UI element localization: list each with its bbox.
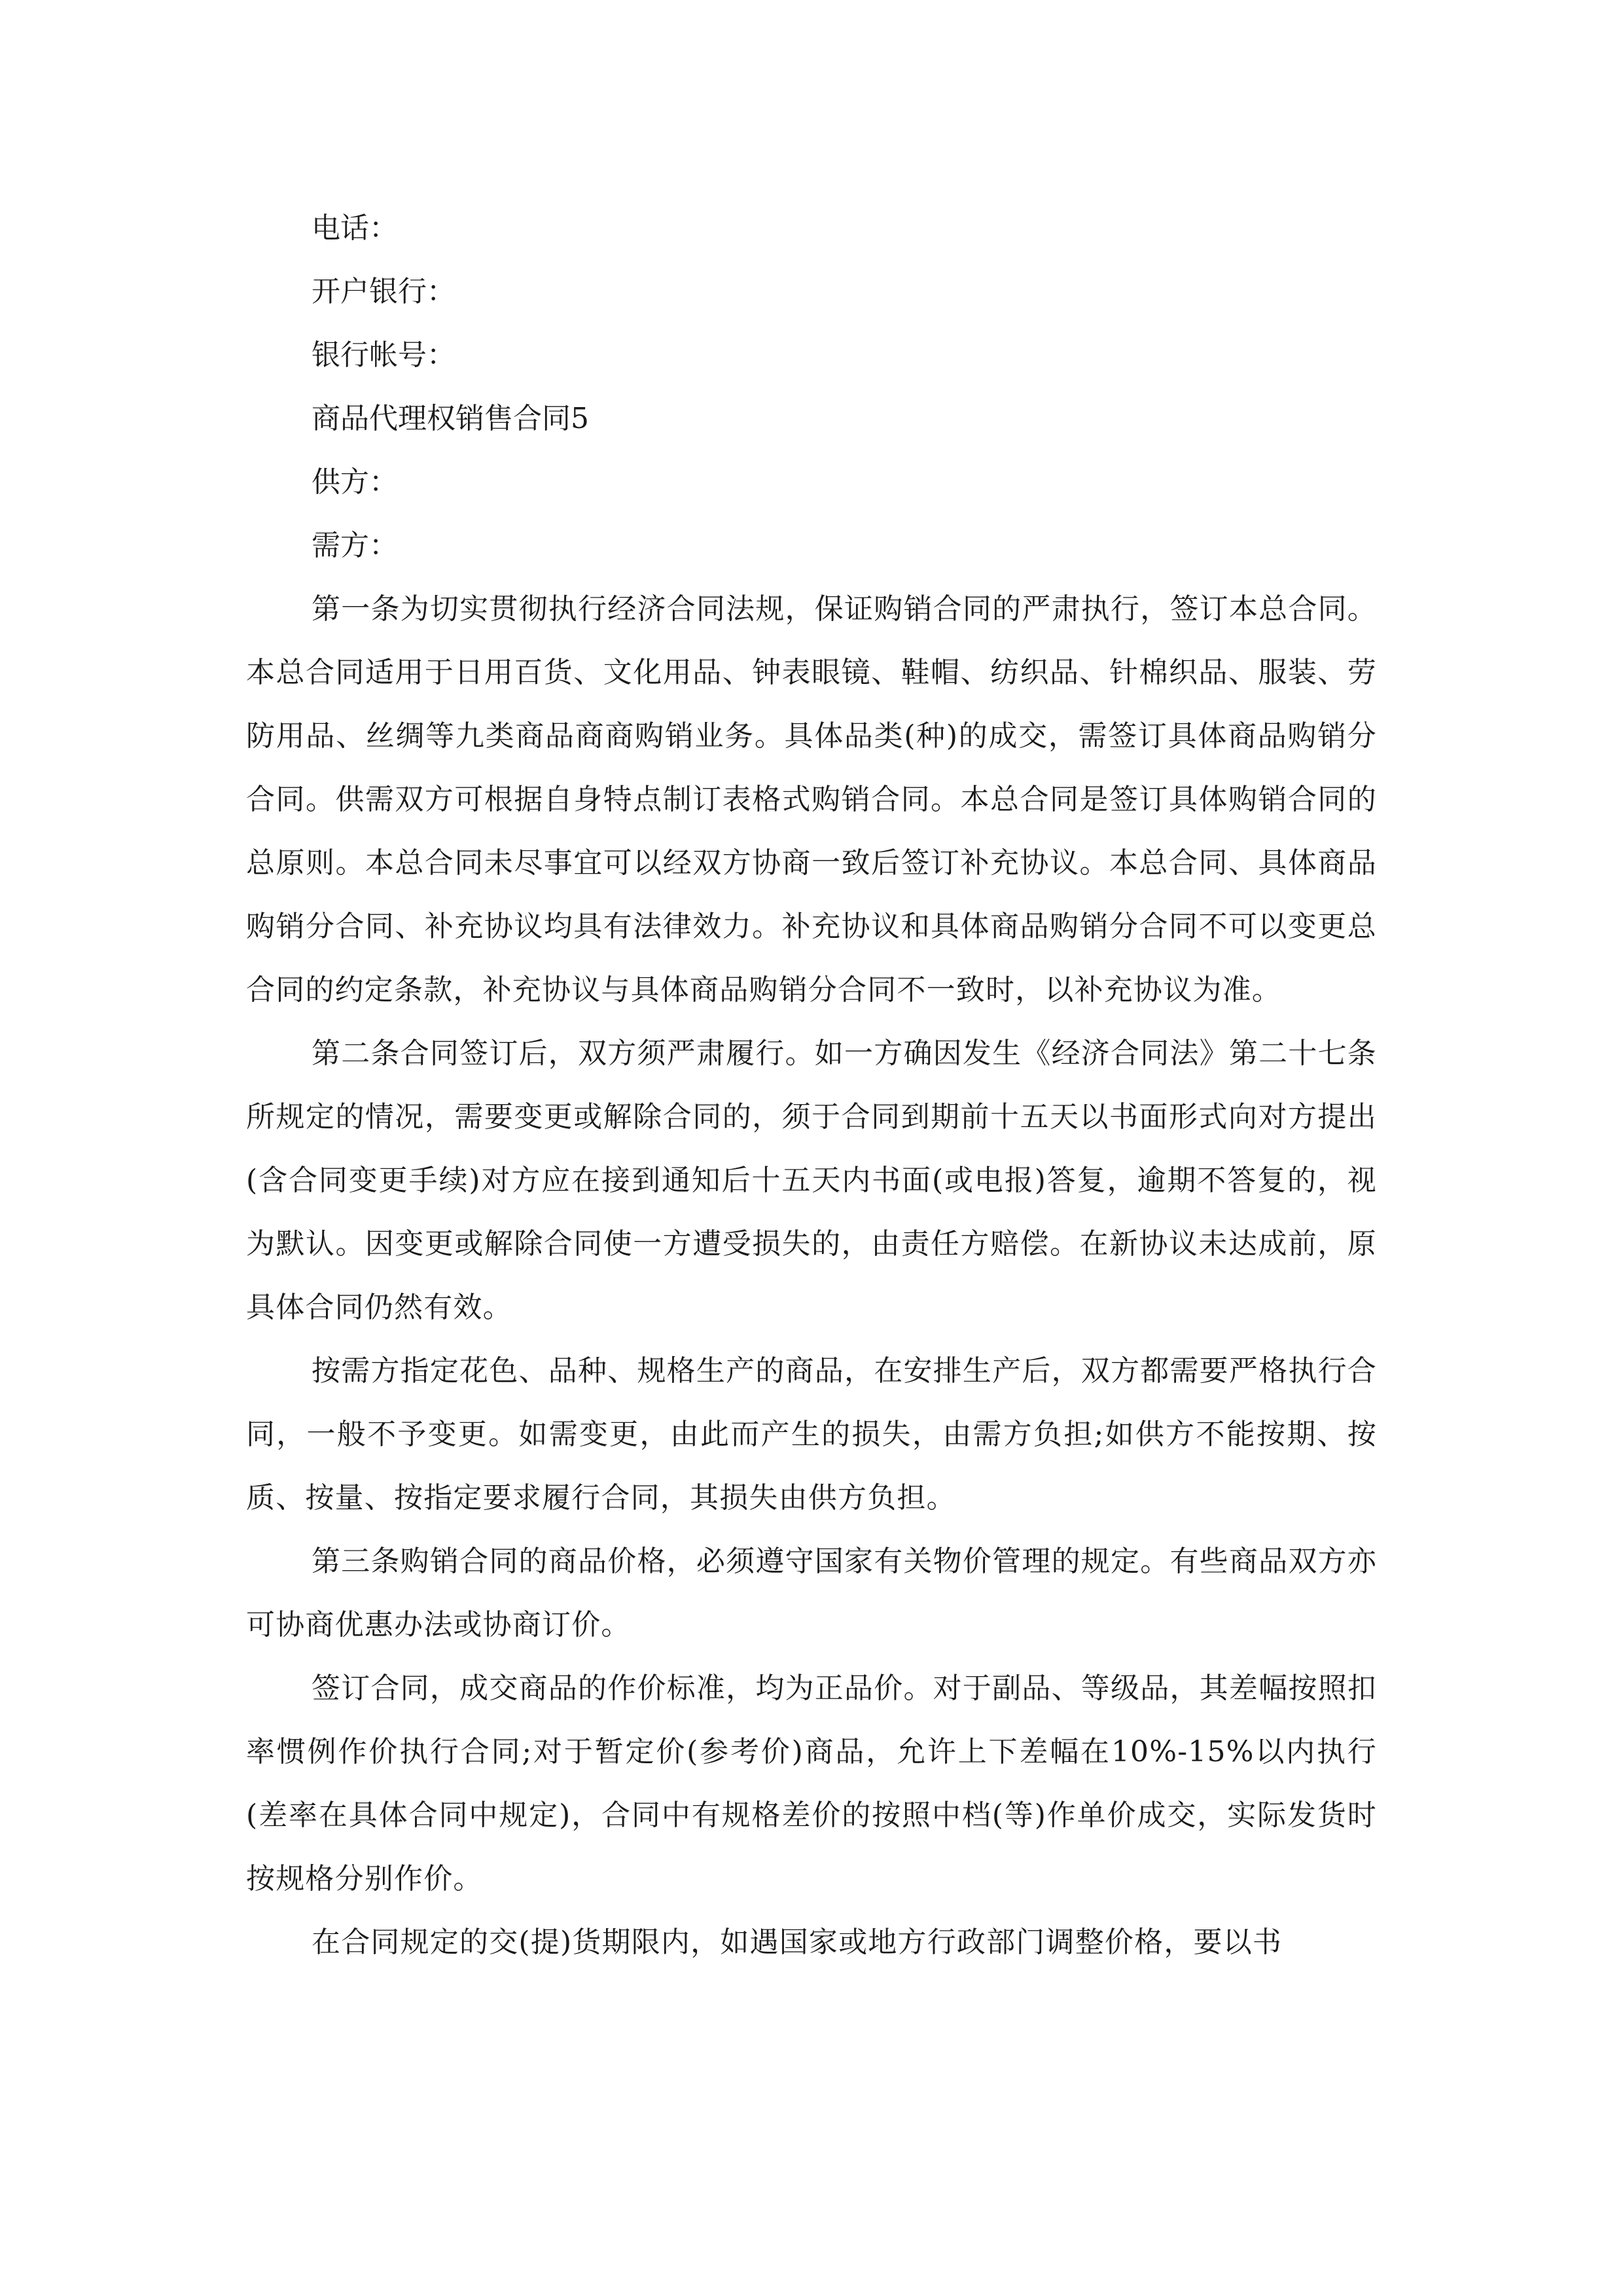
document-page [246,196,1377,1974]
article-three-paragraph: 第三条购销合同的商品价格，必须遵守国家有关物价管理的规定。有些商品双方亦可协商优惠办法或协商订价。 [246,1545,1377,1641]
bank-line: 开户银行： [312,275,455,308]
article-two-paragraph: 第二条合同签订后，双方须严肃履行。如一方确因发生《经济合同法》第二十七条所规定的情况，需要变更或解除合同的，须于合同到期前十五天以书面形式向对方提出(含合同变更手续)对方应在接到通知后十五天内书面(或电报)答复，逾期不答复的，视为默认。因变更或解除合同使一方遭受损失的，由责任方赔偿。在新协议未达成前，原具体合同仍然有效。 [246,1037,1377,1324]
article-one-paragraph: 第一条为切实贯彻执行经济合同法规，保证购销合同的严肃执行，签订本总合同。本总合同适用于日用百货、文化用品、钟表眼镜、鞋帽、纺织品、针棉织品、服装、劳防用品、丝绸等九类商品商商购销业务。具体品类(种)的成交，需签订具体商品购销分合同。供需双方可根据自身特点制订表格式购销合同。本总合同是签订具体购销合同的总原则。本总合同未尽事宜可以经双方协商一致后签订补充协议。本总合同、具体商品购销分合同、补充协议均具有法律效力。补充协议和具体商品购销分合同不可以变更总合同的约定条款，补充协议与具体商品购销分合同不一致时，以补充协议为准。 [246,592,1377,1007]
buyer-specified-goods-paragraph: 按需方指定花色、品种、规格生产的商品，在安排生产后，双方都需要严格执行合同，一般不予变更。如需变更，由此而产生的损失，由需方负担;如供方不能按期、按质、按量、按指定要求履行合同，其损失由供方负担。 [246,1354,1377,1515]
phone-line: 电话： [312,211,398,245]
buyer-line: 需方： [312,529,398,562]
price-adjustment-paragraph: 在合同规定的交(提)货期限内，如遇国家或地方行政部门调整价格，要以书 [312,1926,1283,1959]
contract-title: 商品代理权销售合同5 [312,402,589,435]
pricing-standard-paragraph: 签订合同，成交商品的作价标准，均为正品价。对于副品、等级品，其差幅按照扣率惯例作价执行合同;对于暂定价(参考价)商品，允许上下差幅在10%-15%以内执行(差率在具体合同中规定)，合同中有规格差价的按照中档(等)作单价成交，实际发货时按规格分别作价。 [246,1672,1377,1895]
bank-account-line: 银行帐号： [312,338,455,372]
supplier-line: 供方： [312,465,398,499]
